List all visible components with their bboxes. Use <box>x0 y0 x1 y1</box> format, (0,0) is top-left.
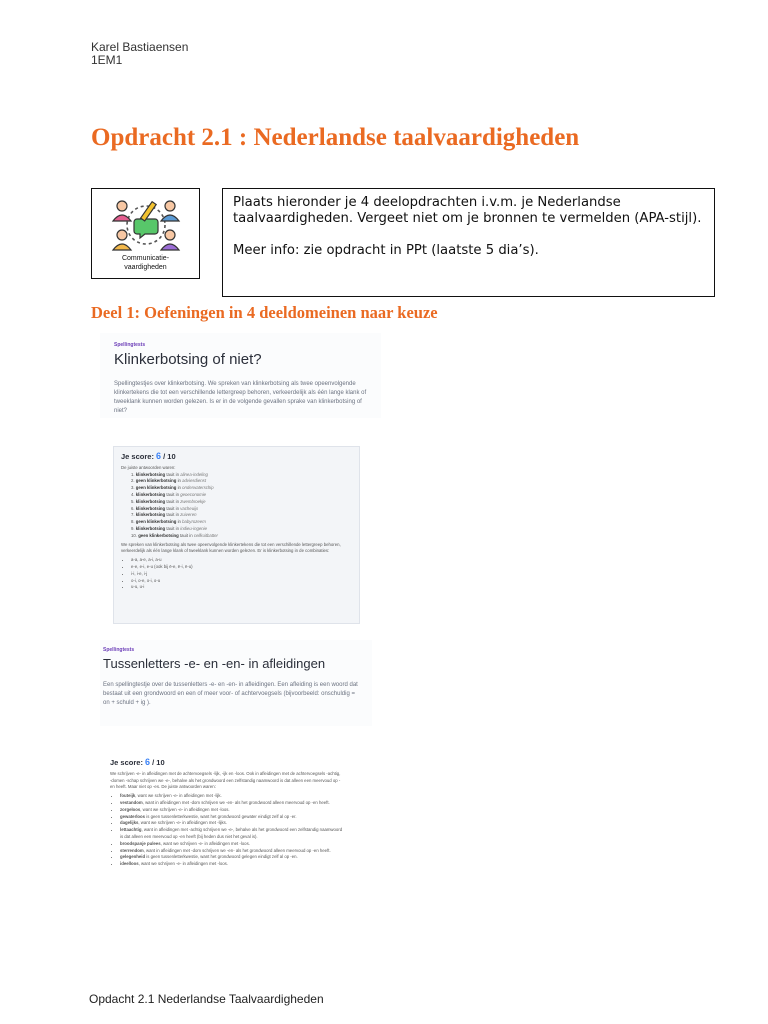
answer-verdict: klinkerbotsing <box>135 471 166 477</box>
exercise2-score-card <box>104 753 350 896</box>
answer-item <box>131 499 352 506</box>
score-value: 6 <box>156 451 162 461</box>
score-label: Je score: <box>110 758 143 767</box>
answer-number: 7. <box>131 512 135 518</box>
answer-connector: tauit in <box>165 525 181 531</box>
answer-word: indieu-ingenie <box>180 525 207 531</box>
answer-word: zorgeloos <box>120 806 141 812</box>
answer-connector: tauit in <box>178 532 194 538</box>
answers-intro: De juiste antwoorden waren: <box>121 464 176 470</box>
exercise1-kicker: Spellingtests <box>114 342 146 348</box>
answer-connector: tauit in <box>165 491 181 497</box>
exercise2-header <box>100 640 372 726</box>
answer-explanation: , want we schrijven -e- in afleidingen met -lijk. <box>135 793 222 799</box>
answer-item <box>120 827 343 841</box>
answer-explanation: , want we schrijven -e- in afleidingen met -lijks. <box>138 820 227 826</box>
answer-verdict: geen klinkerbotsing <box>135 485 177 491</box>
answer-item <box>120 814 343 821</box>
combo-item: • e-e, e-i, e-u (ook bij ë-e, ë-i, ë-u) <box>131 564 352 571</box>
icon-caption-line1: Communicatie- <box>121 255 170 262</box>
page-footer: Opdacht 2.1 Nederlandse Taalvaardigheden <box>89 992 324 1006</box>
communication-skills-box <box>91 188 200 279</box>
answer-item <box>131 472 352 479</box>
exercise1-score-card <box>113 446 360 624</box>
answer-word: broodspanje pulees <box>120 840 161 846</box>
answer-word: sterrendom <box>120 847 144 853</box>
answer-verdict: geen klinkerbotsing <box>135 478 177 484</box>
answer-verdict: geen klinkerbotsing <box>138 532 179 538</box>
class-code: 1EM1 <box>91 53 123 67</box>
answer-item <box>131 485 352 492</box>
section-heading: Deel 1: Oefeningen in 4 deeldomeinen naar keuze <box>91 303 438 322</box>
exercise2-rule: We schrijven -e- in afleidingen met de achtervoegsels -lijk, -ijk en -loos. Ook in afleidingen met de achtervoegsels -achtig, -domen -schap schrijven we -e-, behalve als het grondwoord een zelfstandig naamwoord is dat alleen een meervoud op -en heeft. Maar niet op -es. De juiste antwoorden waren: <box>110 770 341 790</box>
instructions-paragraph-1: Plaats hieronder je 4 deelopdrachten i.v.m. je Nederlandse taalvaardigheden. Vergeet niet om je bronnen te vermelden (APA-stijl). <box>233 195 702 226</box>
answer-word: zwembroekje <box>180 498 206 504</box>
answer-word: adviesdienst <box>182 478 207 484</box>
answer-item <box>120 820 343 827</box>
page-title: Opdracht 2.1 : Nederlandse taalvaardigheden <box>91 124 580 151</box>
answer-word: alinea-indeling <box>180 471 208 477</box>
answer-number: 10. <box>131 532 137 538</box>
answer-verdict: klinkerbotsing <box>135 498 166 504</box>
answer-item <box>131 519 352 526</box>
answer-explanation: is geen tussenletterkwestie, want het grondwoord gelegen eindigt zelf al op -en. <box>145 854 298 860</box>
answer-word: cellkuitbatter <box>193 532 218 538</box>
answer-word: geoeconomie <box>180 491 207 497</box>
answer-word: vestandom <box>120 799 143 805</box>
combo-item: • a-a, a-e, a-i, a-u <box>131 557 352 564</box>
answer-item <box>120 854 343 861</box>
answer-explanation: , want in afleidingen met -achtig schrijven we -e-, behalve als het grondwoord een zelfstandig naamwoord is dat alleen een meervoud op -en heeft (bij heden dus niet het geval is). <box>120 827 343 839</box>
score-total: / 10 <box>163 452 176 461</box>
answer-verdict: klinkerbotsing <box>135 525 166 531</box>
answer-number: 8. <box>131 519 135 525</box>
answer-item <box>120 861 343 868</box>
answer-verdict: klinkerbotsing <box>135 491 166 497</box>
answer-item <box>120 848 343 855</box>
answer-item <box>131 526 352 533</box>
answer-word: dagelijks <box>120 820 139 826</box>
answer-word: vacheuijs <box>180 505 199 511</box>
answer-item <box>120 807 343 814</box>
answer-connector: in <box>176 519 183 525</box>
answer-connector: tauit in <box>165 505 181 511</box>
icon-caption <box>92 254 199 272</box>
answer-explanation: is geen tussenletterkwestie, want het grondwoord gewater eindigt zelf al op -er. <box>145 813 297 819</box>
answer-word: babyrozeem <box>182 519 206 525</box>
exercise1-title: Klinkerbotsing of niet? <box>114 351 262 368</box>
instructions-paragraph-2: Meer info: zie opdracht in PPt (laatste 5 dia’s). <box>233 243 539 258</box>
answer-word: fouteijk <box>120 793 136 799</box>
answer-explanation: , want we schrijven -e- in afleidingen met -loos. <box>160 840 250 846</box>
answer-number: 9. <box>131 525 135 531</box>
instructions-box <box>222 188 715 297</box>
exercise1-explanation: We spreken van klinkerbotsing als twee opeenvolgende klinkertekens die tot een verschillende lettergreep behoren, verkeerdelijk als één lange klank of tweeklank kunnen worden gelezen. Er is klinkerbotsing in de combinaties: <box>121 541 341 554</box>
exercise2-kicker: Spellingtests <box>103 647 135 653</box>
answer-number: 3. <box>131 485 135 491</box>
answer-connector: tauit in <box>165 498 181 504</box>
author-name: Karel Bastiaensen <box>91 40 189 54</box>
answer-number: 1. <box>131 471 135 477</box>
exercise1-combo-list <box>121 557 352 591</box>
exercise1-answer-list <box>121 472 352 540</box>
answer-item <box>131 512 352 519</box>
combo-item: • o-i, o-e, o-i, o-u <box>131 578 352 585</box>
answer-connector: tauit in <box>165 512 181 518</box>
answer-verdict: geen klinkerbotsing <box>135 519 177 525</box>
combo-item: • i-i, i-e, i-j <box>131 571 352 578</box>
answer-connector: in <box>176 478 183 484</box>
answer-connector: in <box>176 485 183 491</box>
exercise2-score <box>110 759 343 767</box>
exercise2-intro: Een spellingtestje over de tussenletters -e- en -en- in afleidingen. Een afleiding is een woord dat bestaat uit een grondwoord en een of meer voor- of achtervoegsels (bijvoorbeeld: onschuldig = on + schuld + ig ). <box>103 682 358 706</box>
answer-word: lettaachtig <box>120 827 142 833</box>
answer-word: zuiveren <box>180 512 197 518</box>
score-total: / 10 <box>152 758 165 767</box>
answer-item <box>131 533 352 540</box>
exercise2-answer-list <box>110 793 343 868</box>
exercise1-header <box>100 333 381 418</box>
answer-verdict: klinkerbotsing <box>135 512 166 518</box>
answer-item <box>120 793 343 800</box>
combo-item: • u-u, u-i <box>131 584 352 591</box>
exercise2-title: Tussenletters -e- en -en- in afleidingen <box>103 656 326 671</box>
icon-caption-line2: vaardigheden <box>124 264 167 271</box>
answer-number: 4. <box>131 491 135 497</box>
answer-word: gewaterloos <box>120 813 146 819</box>
answer-explanation: , want in afleidingen met -dom schrijven we -en- als het grondwoord alleen meervoud op -en heeft. <box>142 799 330 805</box>
score-value: 6 <box>145 757 151 767</box>
answer-explanation: , want we schrijven -e- in afleidingen met -loos. <box>138 861 228 867</box>
answer-item <box>131 506 352 513</box>
answer-explanation: , want we schrijven -e- in afleidingen met -loos. <box>140 806 230 812</box>
exercise1-score <box>121 453 352 461</box>
answer-number: 5. <box>131 498 135 504</box>
answer-item <box>120 841 343 848</box>
answer-number: 2. <box>131 478 135 484</box>
answer-item <box>120 800 343 807</box>
answer-word: onderwaterschip <box>182 485 214 491</box>
answer-verdict: klinkerbotsing <box>135 505 166 511</box>
answer-word: ideelloos <box>120 861 139 867</box>
score-label: Je score: <box>121 452 154 461</box>
answer-word: gelegenheid <box>120 854 146 860</box>
answer-item <box>131 478 352 485</box>
answer-number: 6. <box>131 505 135 511</box>
answer-item <box>131 492 352 499</box>
answer-explanation: , want in afleidingen met -dom schrijven we -en- als het grondwoord alleen meervoud op -en heeft. <box>143 847 331 853</box>
communication-skills-icon <box>110 197 182 253</box>
exercise1-intro: Spellingtestjes over klinkerbotsing. We spreken van klinkerbotsing als twee opeenvolgende klinkertekens die tot een verschillende lettergreep behoren, verkeerdelijk als één lange klank of tweeklank kunnen worden gelezen. Is er in de volgende gevallen sprake van klinkerbotsing of niet? <box>114 381 367 414</box>
document-header <box>91 41 188 67</box>
answer-connector: tauit in <box>165 471 181 477</box>
